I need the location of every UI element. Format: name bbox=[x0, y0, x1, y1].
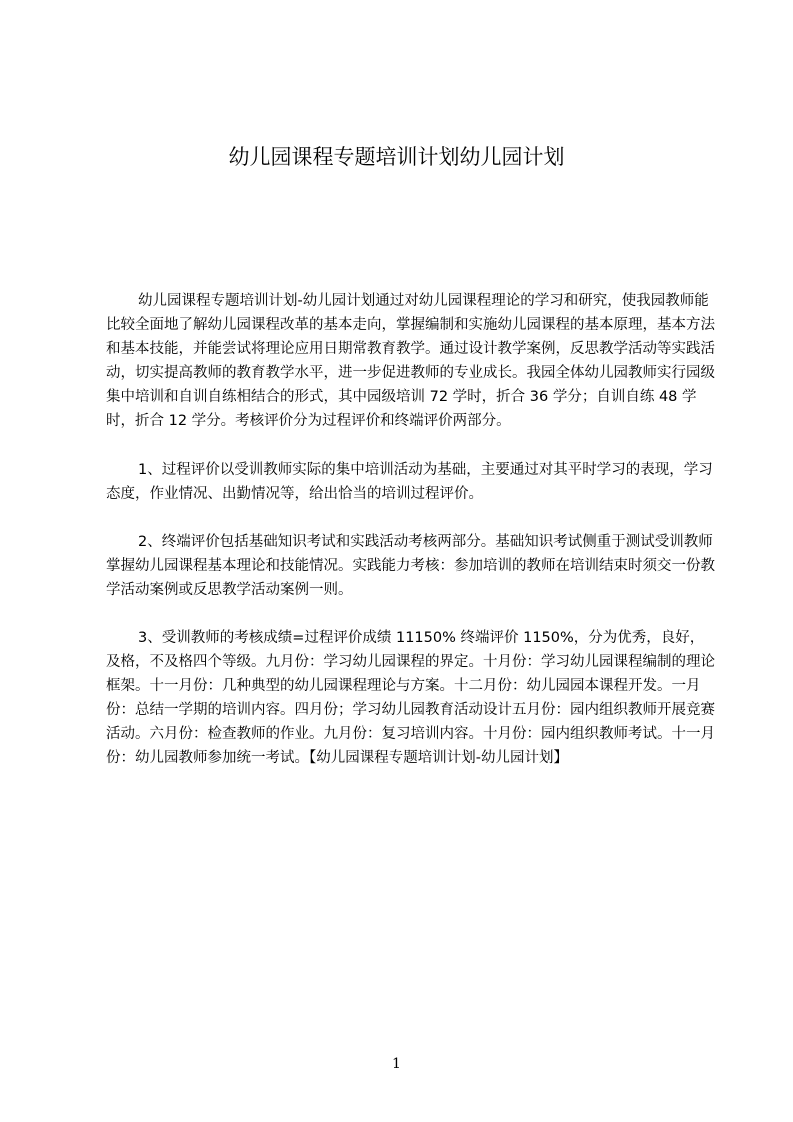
page-number: 1 bbox=[392, 1056, 401, 1072]
grading-schedule-paragraph: 3、受训教师的考核成绩=过程评价成绩 11150% 终端评价 1150%，分为优秀，良好，及格，不及格四个等级。九月份：学习幼儿园课程的界定。十月份：学习幼儿园课程编制的理论框架。十一月份：几种典型的幼儿园课程理论与方案。十二月份：幼儿园园本课程开发。一月份：总结一学期的培训内容。四月份；学习幼儿园教育活动设计五月份：园内组织教师开展竞赛活动。六月份：检查教师的作业。九月份：复习培训内容。十月份：园内组织教师考试。十一月份：幼儿园教师参加统一考试。【幼儿园课程专题培训计划-幼儿园计划】 bbox=[106, 630, 715, 766]
document-body bbox=[106, 289, 716, 795]
intro-paragraph: 幼儿园课程专题培训计划-幼儿园计划通过对幼儿园课程理论的学习和研究，使我园教师能比较全面地了解幼儿园课程改革的基本走向，掌握编制和实施幼儿园课程的基本原理，基本方法和基本技能，并能尝试将理论应用日期常教育教学。通过设计教学案例，反思教学活动等实践活动，切实提高教师的教育教学水平，进一步促进教师的专业成长。我园全体幼儿园教师实行园级集中培训和自训自练相结合的形式，其中园级培训 72 学时，折合 36 学分；自训自练 48 学时，折合 12 学分。考核评价分为过程评价和终端评价两部分。 bbox=[106, 293, 715, 429]
document-title: 幼儿园课程专题培训计划幼儿园计划 bbox=[228, 145, 565, 169]
process-evaluation-paragraph: 1、过程评价以受训教师实际的集中培训活动为基础，主要通过对其平时学习的表现，学习态度，作业情况、出勤情况等，给出恰当的培训过程评价。 bbox=[106, 462, 713, 502]
final-evaluation-paragraph: 2、终端评价包括基础知识考试和实践活动考核两部分。基础知识考试侧重于测试受训教师掌握幼儿园课程基本理论和技能情况。实践能力考核：参加培训的教师在培训结束时须交一份教学活动案例或反思教学活动案例一则。 bbox=[106, 534, 715, 598]
